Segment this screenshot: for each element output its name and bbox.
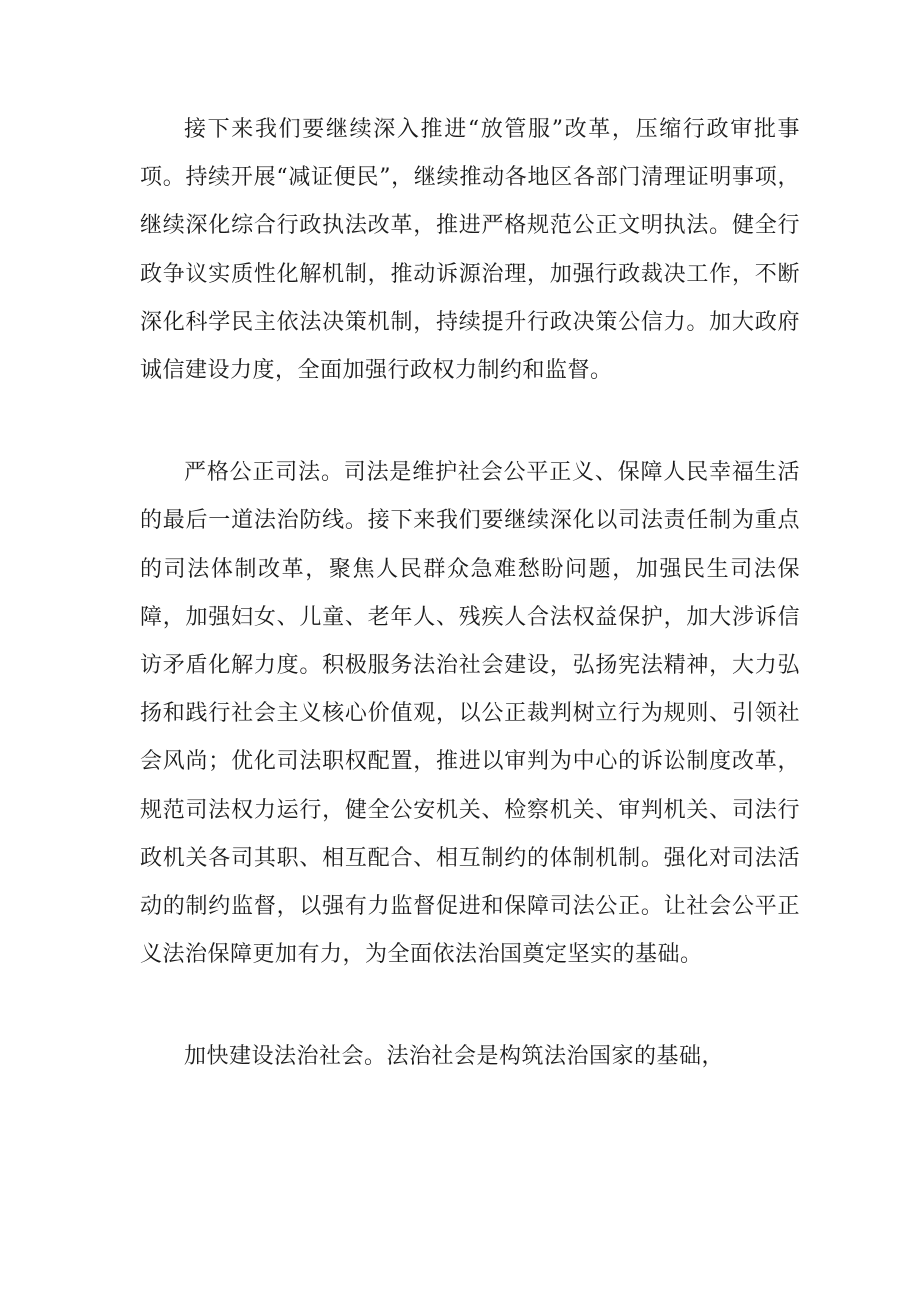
paragraph-rule-of-law-society: 加快建设法治社会。法治社会是构筑法治国家的基础， (184, 1044, 725, 1070)
paragraph-administrative-reform: 接下来我们要继续深入推进“放管服”改革，压缩行政审批事项。持续开展“减证便民”，继续推动各地区各部门清理证明事项，继续深化综合行政执法改革，推进严格规范公正文明执法。健全行政争议实质性化解机制，推动诉源治理，加强行政裁决工作，不断深化科学民主依法决策机制，持续提升行政决策公信力。加大政府诚信建设力度，全面加强行政权力制约和监督。 (140, 117, 800, 384)
document-body (140, 106, 800, 1082)
paragraph-judicial-justice: 严格公正司法。司法是维护社会公平正义、保障人民幸福生活的最后一道法治防线。接下来我们要继续深化以司法责任制为重点的司法体制改革，聚焦人民群众急难愁盼问题，加强民生司法保障，加强妇女、儿童、老年人、残疾人合法权益保护，加大涉诉信访矛盾化解力度。积极服务法治社会建设，弘扬宪法精神，大力弘扬和践行社会主义核心价值观，以公正裁判树立行为规则、引领社会风尚；优化司法职权配置，推进以审判为中心的诉讼制度改革，规范司法权力运行，健全公安机关、检察机关、审判机关、司法行政机关各司其职、相互配合、相互制约的体制机制。强化对司法活动的制约监督，以强有力监督促进和保障司法公正。让社会公平正义法治保障更加有力，为全面依法治国奠定坚实的基础。 (140, 460, 800, 968)
